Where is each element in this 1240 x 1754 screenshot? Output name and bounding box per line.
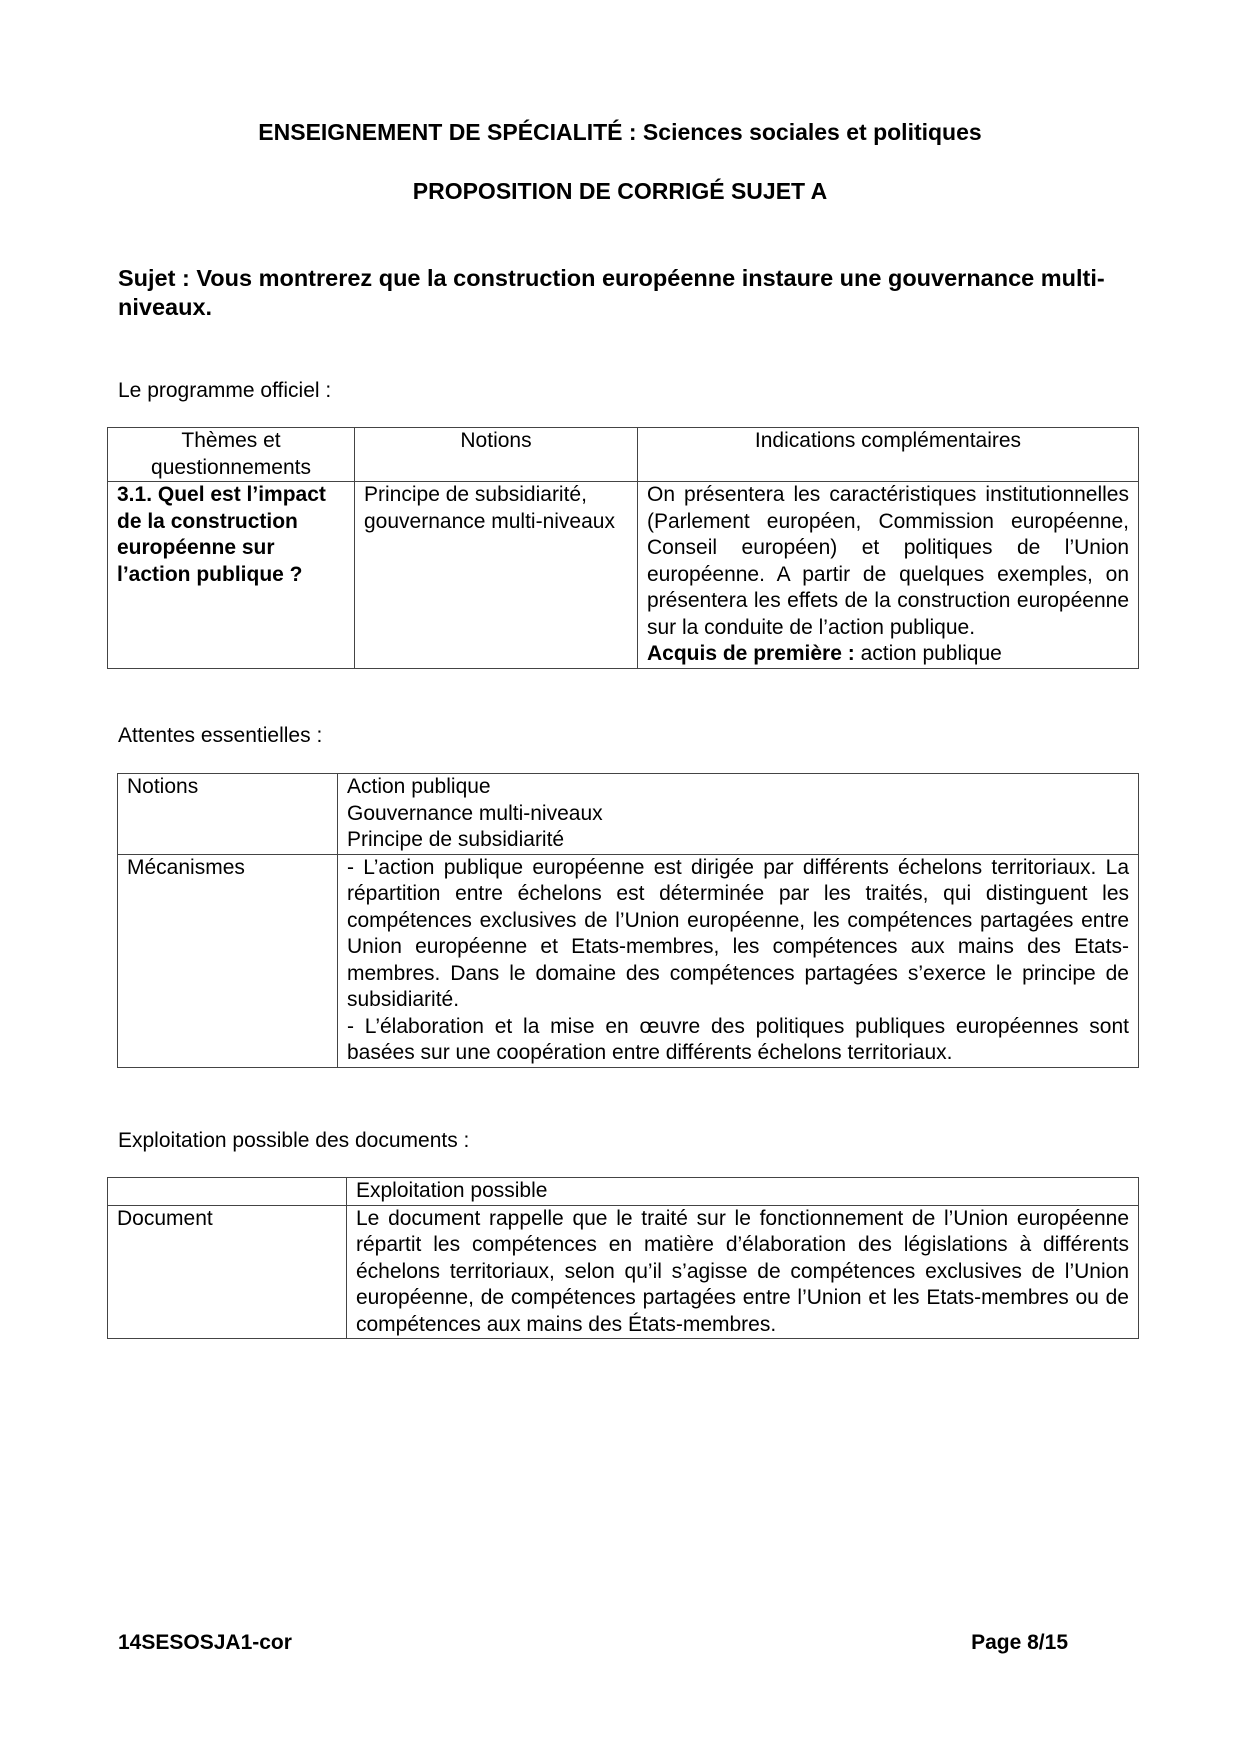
table-row [118, 774, 1139, 855]
acquis-label: Acquis de première : [647, 642, 855, 665]
document-label-cell: Document [108, 1205, 347, 1339]
notions-label-cell: Notions [118, 774, 338, 855]
attentes-table [117, 773, 1139, 1068]
exploitation-text-cell: Le document rappelle que le traité sur le fonctionnement de l’Union européenne répartit les compétences en matière d’élaboration des législations à différents échelons territoriaux, selon qu’il s’agisse de compétences exclusives de l’Union européenne, de compétences partagées entre l’Union et les Etats-membres ou de compétences aux mains des États-membres. [347, 1205, 1139, 1339]
table-header-row [108, 1178, 1139, 1206]
mecanismes-cell [338, 854, 1139, 1067]
notions-list-cell [338, 774, 1139, 855]
indications-cell [638, 482, 1139, 669]
acquis-value: action publique [854, 642, 1002, 665]
indications-text: On présentera les caractéristiques institutionnelles (Parlement européen, Commission européenne, Conseil européen) et politiques de l’Union européenne. A partir de quelques exemples, on présentera les effets de la construction européenne sur la conduite de l’action publique. [647, 483, 1129, 639]
header-themes: Thèmes et questionnements [108, 428, 355, 482]
footer-code: 14SESOSJA1-cor [118, 1631, 292, 1654]
notions-cell: Principe de subsidiarité, gouvernance multi-niveaux [355, 482, 638, 669]
header-notions: Notions [355, 428, 638, 482]
subject-statement: Sujet : Vous montrerez que la construction européenne instaure une gouvernance multi-niveaux. [118, 265, 1105, 320]
table-header-row [108, 428, 1139, 482]
list-item: Principe de subsidiarité [347, 828, 565, 851]
programme-label: Le programme officiel : [118, 379, 332, 402]
document-title: ENSEIGNEMENT DE SPÉCIALITÉ : Sciences sociales et politiques [258, 119, 982, 145]
theme-cell: 3.1. Quel est l’impact de la construction européenne sur l’action publique ? [108, 482, 355, 669]
page-number: Page 8/15 [971, 1631, 1068, 1654]
table-row [108, 1205, 1139, 1339]
exploitation-label: Exploitation possible des documents : [118, 1129, 470, 1152]
header-exploitation: Exploitation possible [347, 1178, 1139, 1206]
programme-table [107, 427, 1139, 669]
list-item: - L’action publique européenne est dirigée par différents échelons territoriaux. La répartition entre échelons est déterminée par les traités, qui distinguent les compétences exclusives de l’Union européenne, les compétences partagées entre Union européenne et Etats-membres, les compétences aux mains des Etats-membres. Dans le domaine des compétences partagées s’exerce le principe de subsidiarité. [347, 855, 1129, 1011]
table-row [108, 482, 1139, 669]
list-item: - L’élaboration et la mise en œuvre des politiques publiques européennes sont basées sur une coopération entre différents échelons territoriaux. [347, 1014, 1129, 1064]
list-item: Action publique [347, 775, 491, 798]
table-row [118, 854, 1139, 1067]
list-item: Gouvernance multi-niveaux [347, 801, 603, 825]
document-subtitle: PROPOSITION DE CORRIGÉ SUJET A [412, 178, 828, 204]
attentes-label: Attentes essentielles : [118, 724, 323, 747]
header-indications: Indications complémentaires [638, 428, 1139, 482]
exploitation-table [107, 1177, 1139, 1339]
empty-corner-cell [108, 1178, 347, 1206]
acquis-line [647, 641, 1129, 668]
mecanismes-label-cell: Mécanismes [118, 854, 338, 1067]
